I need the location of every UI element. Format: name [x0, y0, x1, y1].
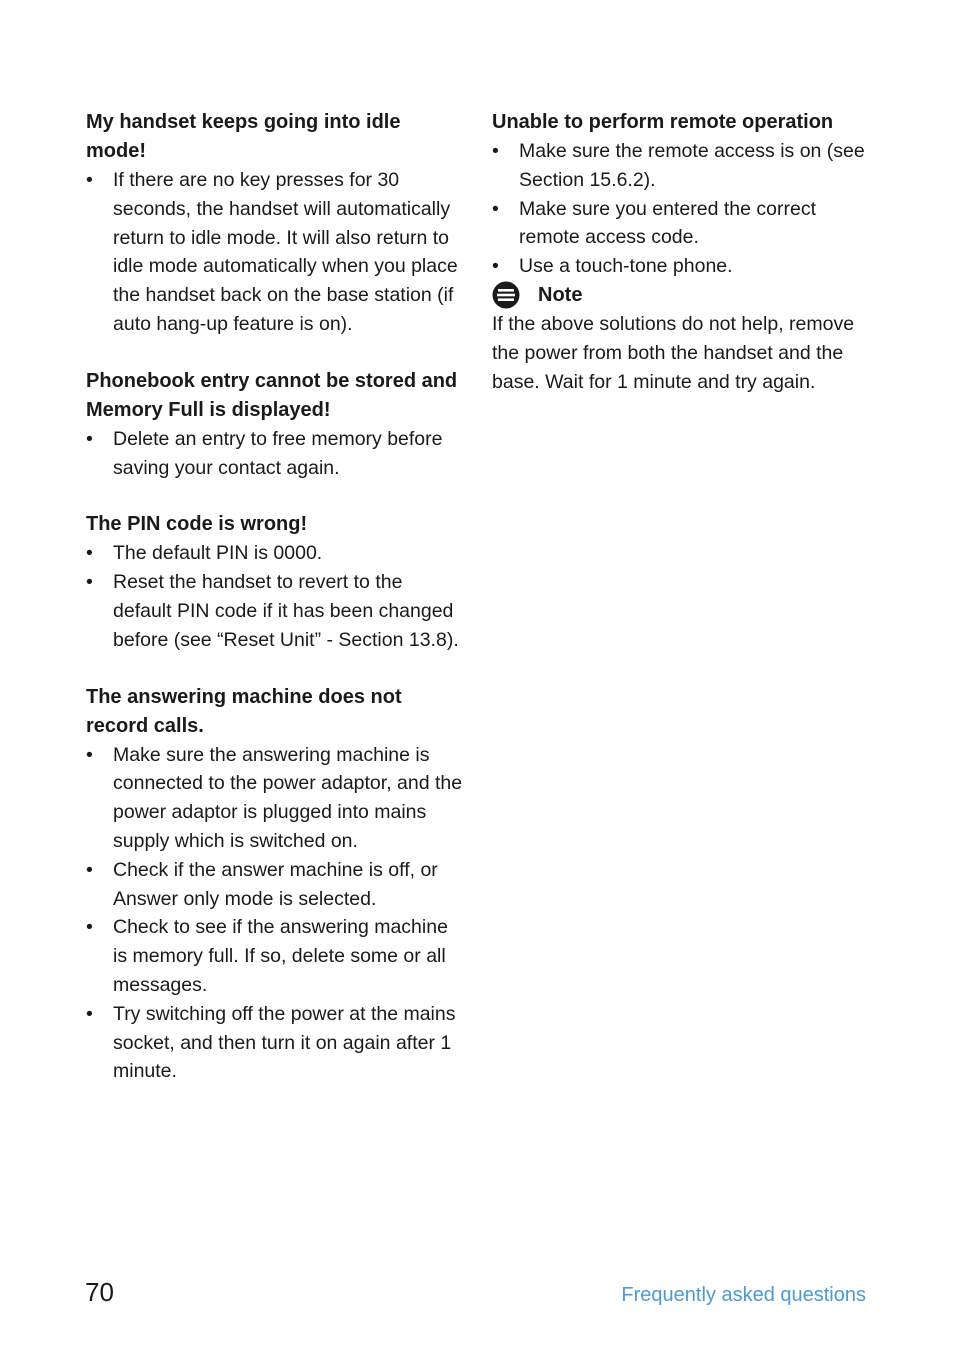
- bullet-marker: •: [492, 255, 499, 278]
- right-column: [492, 108, 872, 396]
- section-heading: Phonebook entry cannot be stored and Memory Full is displayed!: [86, 369, 458, 421]
- bullet-list: [86, 741, 466, 1087]
- bullet-marker: •: [86, 743, 93, 766]
- list-item: [86, 539, 466, 568]
- faq-section-answering-machine: [86, 683, 466, 1087]
- bullet-list: [86, 539, 466, 654]
- note-icon: [492, 281, 520, 309]
- list-item: [86, 856, 466, 914]
- faq-section-idle-mode: [86, 108, 466, 339]
- list-item: [86, 913, 466, 999]
- left-column: [86, 108, 466, 1114]
- section-heading: My handset keeps going into idle mode!: [86, 111, 401, 162]
- faq-section-phonebook: [86, 367, 466, 483]
- bullet-list: [492, 137, 872, 281]
- bullet-marker: •: [86, 916, 93, 939]
- list-item-text: Delete an entry to free memory before saving your contact again.: [113, 427, 443, 479]
- faq-section-pin-code: [86, 510, 466, 654]
- list-item-text: Use a touch-tone phone.: [519, 255, 733, 278]
- bullet-list: [86, 166, 466, 339]
- list-item-text: Try switching off the power at the mains socket, and then turn it on again after 1 minute.: [113, 1002, 456, 1083]
- page-number: 70: [85, 1277, 114, 1307]
- bullet-marker: •: [86, 858, 93, 881]
- bullet-marker: •: [86, 542, 93, 565]
- note-title: Note: [538, 283, 583, 306]
- note-header: [492, 281, 872, 310]
- bullet-list: [86, 425, 466, 483]
- list-item: [492, 137, 872, 195]
- list-item: [86, 1000, 466, 1086]
- list-item: [86, 425, 466, 483]
- list-item: [86, 568, 466, 654]
- bullet-marker: •: [86, 427, 93, 450]
- list-item-text: Make sure the remote access is on (see Section 15.6.2).: [519, 140, 865, 191]
- bullet-marker: •: [86, 1002, 93, 1025]
- list-item: [492, 195, 872, 253]
- footer-section-title: Frequently asked questions: [621, 1284, 866, 1306]
- list-item-text: The default PIN is 0000.: [113, 542, 323, 565]
- section-heading: The answering machine does not record calls.: [86, 685, 402, 737]
- list-item: [86, 741, 466, 856]
- faq-section-remote-operation: [492, 108, 872, 281]
- list-item-text: Check to see if the answering machine is memory full. If so, delete some or all messages.: [113, 916, 448, 996]
- list-item-text: Reset the handset to revert to the default PIN code if it has been changed before (see “Reset Unit” - Section 13.8).: [113, 571, 459, 651]
- list-item: [86, 166, 466, 339]
- section-heading: The PIN code is wrong!: [86, 513, 308, 536]
- note-body: If the above solutions do not help, remove the power from both the handset and the base. Wait for 1 minute and try again.: [492, 312, 855, 393]
- note-box: [492, 281, 872, 396]
- bullet-marker: •: [86, 169, 93, 191]
- list-item-text: Make sure you entered the correct remote access code.: [519, 197, 816, 249]
- list-item: [492, 252, 872, 281]
- section-heading: Unable to perform remote operation: [492, 111, 834, 133]
- list-item-text: If there are no key presses for 30 seconds, the handset will automatically return to idle mode. It will also return to idle mode automatically when you place the handset back on the base station (if auto hang-up feature is on).: [113, 169, 458, 335]
- bullet-marker: •: [86, 571, 93, 594]
- bullet-marker: •: [492, 197, 499, 220]
- list-item-text: Make sure the answering machine is connected to the power adaptor, and the power adaptor is plugged into mains supply which is switched on.: [113, 743, 463, 852]
- list-item-text: Check if the answer machine is off, or Answer only mode is selected.: [113, 858, 438, 910]
- bullet-marker: •: [492, 140, 499, 162]
